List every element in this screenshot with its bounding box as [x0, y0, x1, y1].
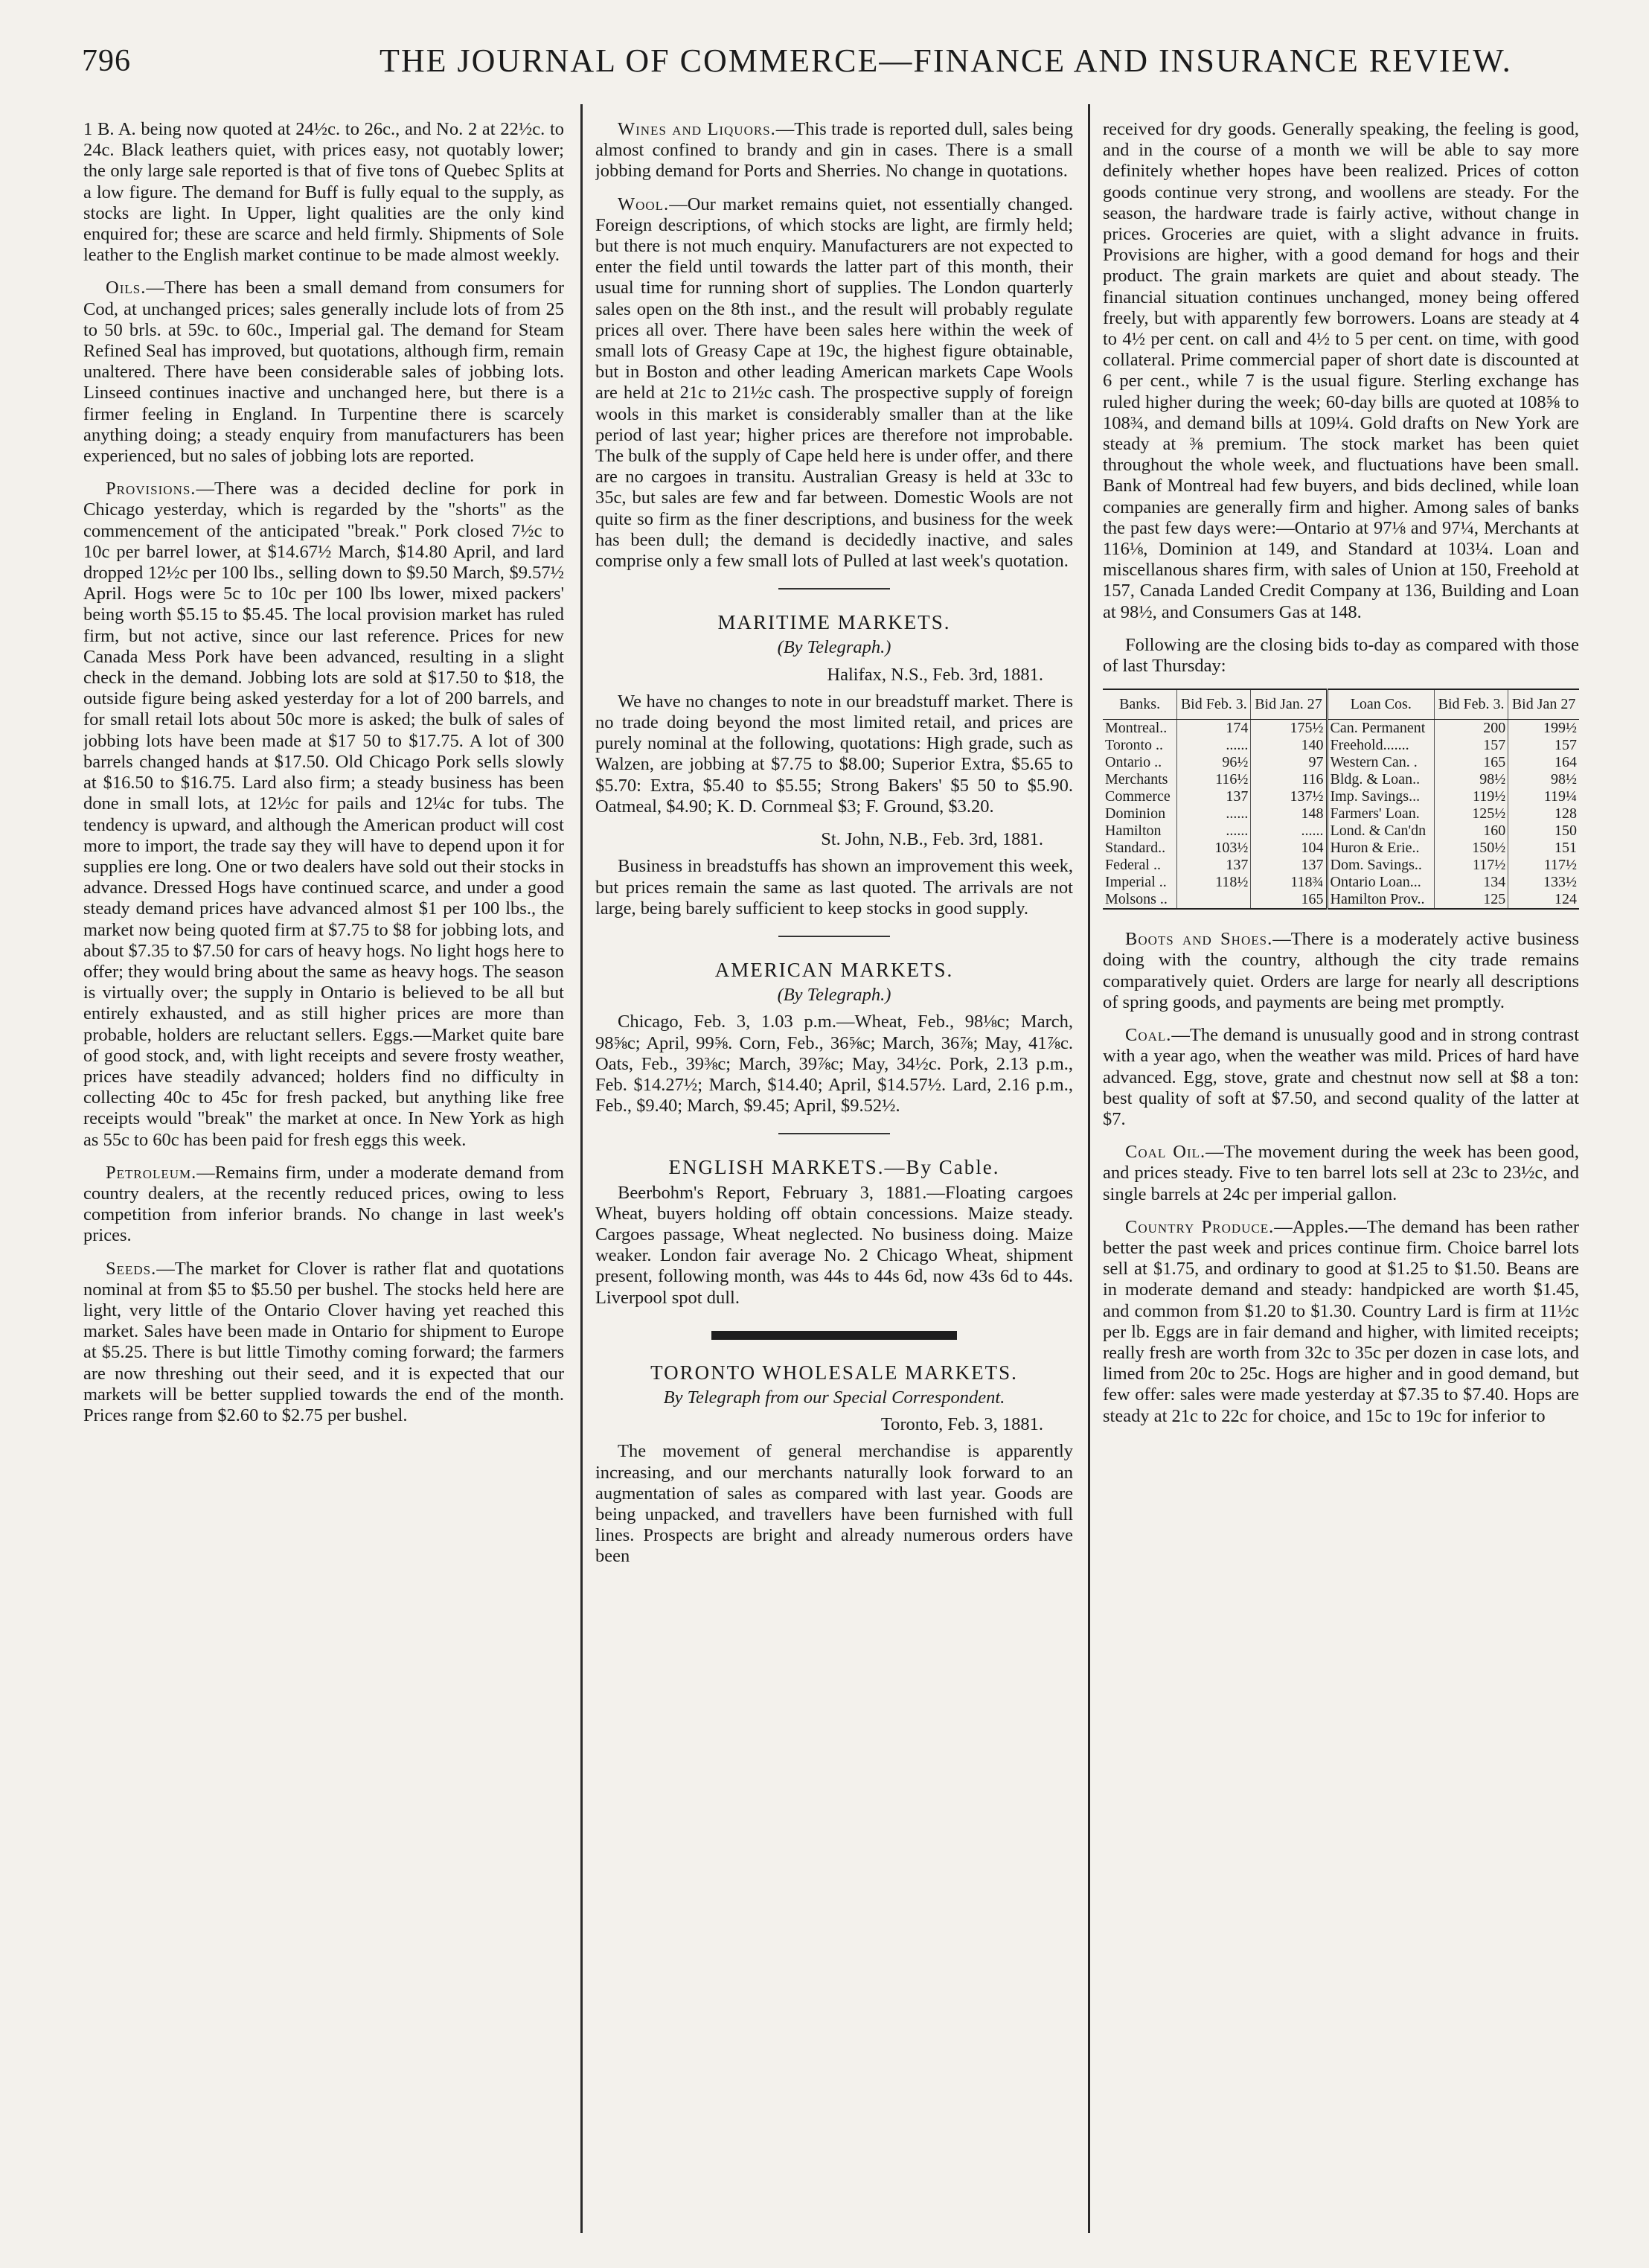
petroleum-lead: Petroleum.	[106, 1162, 197, 1183]
table-row	[1103, 754, 1579, 771]
table-cell: 174	[1177, 720, 1251, 738]
table-cell: 150	[1508, 822, 1579, 840]
table-cell: 125	[1434, 891, 1508, 909]
table-row	[1103, 891, 1579, 909]
table-header-row	[1103, 689, 1579, 720]
table-cell: 199½	[1508, 720, 1579, 738]
boots-paragraph	[1103, 929, 1579, 1013]
toronto-heading: TORONTO WHOLESALE MARKETS.	[650, 1361, 1018, 1384]
leather-paragraph: 1 B. A. being now quoted at 24½c. to 26c., and No. 2 at 22½c. to 24c. Black leathers quiet, with prices easy, not quotably lower; the only large sale reported is that of five tons of Quebec Splits at a low figure. The demand for Buff is fully equal to the supply, as stocks are light. In Upper, light qualities are the only kind enquired for; these are scarce and held firmly. Shipments of Sole leather to the English market continue to be made almost weekly.	[83, 119, 564, 266]
col-header: Banks.	[1103, 689, 1177, 720]
wines-lead: Wines and Liquors.	[618, 119, 776, 139]
coal-oil-text: —The movement during the week has been good, and prices steady. Five to ten barrel lots sell at 23c to 23½c, and single barrels at 24c per imperial gallon.	[1103, 1142, 1579, 1204]
table-cell: Farmers' Loan.	[1327, 805, 1434, 822]
coal-oil-lead: Coal Oil.	[1125, 1142, 1206, 1163]
table-cell: 175½	[1251, 720, 1327, 738]
table-cell: Standard..	[1105, 840, 1166, 857]
table-cell: 165	[1434, 754, 1508, 771]
table-cell: Dominion	[1105, 805, 1166, 822]
heavy-divider	[711, 1331, 957, 1340]
wool-paragraph	[595, 194, 1073, 572]
table-cell: Freehold.......	[1327, 737, 1434, 754]
table-row	[1103, 737, 1579, 754]
table-cell: 124	[1508, 891, 1579, 909]
coal-paragraph	[1103, 1025, 1579, 1130]
table-row	[1103, 720, 1579, 738]
col-header: Bid Feb. 3.	[1177, 689, 1251, 720]
table-cell: 151	[1508, 840, 1579, 857]
journal-title: THE JOURNAL OF COMMERCE—FINANCE AND INSURANCE REVIEW.	[380, 42, 1512, 79]
provisions-lead: Provisions.	[106, 479, 196, 499]
table-cell: 116	[1251, 771, 1327, 788]
country-produce-lead: Country Produce.	[1125, 1216, 1275, 1237]
table-cell: Molsons ..	[1105, 891, 1168, 908]
table-cell: 137	[1251, 857, 1327, 874]
table-cell: 116½	[1177, 771, 1251, 788]
country-produce-text: —Apples.—The demand has been rather better the past week and prices continue firm. Choice barrel lots sell at $1.75, and ordinary to good at $1.25 to $1.50. Beans are in moderate demand and steady: handpicked are worth $1.45, and common from $1.20 to $1.30. Country Lard is firm at 11½c per lb. Eggs are in fair demand and higher, with limited receipts; really fresh are worth from 32c to 35c per dozen in case lots, and limed from 20c to 25c. Hogs are higher and in good demand, but few offer: sales were made yesterday at $7.35 to $7.40. Hops are steady at 21c to 22c for choice, and 15c to 19c for inferior to	[1103, 1216, 1579, 1426]
table-cell: 140	[1251, 737, 1327, 754]
table-cell: 134	[1434, 874, 1508, 891]
column-rule	[1088, 104, 1090, 2233]
petroleum-text: —Remains firm, under a moderate demand from country dealers, at the recently reduced prices, owing to less competition from inferior brands. No change in last week's prices.	[83, 1162, 564, 1246]
table-cell: Dom. Savings..	[1327, 857, 1434, 874]
table-cell: Federal ..	[1105, 857, 1161, 874]
table-row	[1103, 805, 1579, 822]
table-cell: 164	[1508, 754, 1579, 771]
table-cell: ......	[1177, 805, 1251, 822]
table-cell: 117½	[1508, 857, 1579, 874]
english-paragraph: Beerbohm's Report, February 3, 1881.—Floating cargoes Wheat, buyers holding off obtain concessions. Maize steady. Cargoes passage, Wheat neglected. No business doing. Maize weaker. London fair average No. 2 Chicago Wheat, shipment present, following month, was 44s to 44s 6d, now 43s 6d to 44s. Liverpool spot dull.	[595, 1182, 1073, 1308]
maritime-subheading: (By Telegraph.)	[777, 637, 891, 658]
english-heading: ENGLISH MARKETS.—By Cable.	[668, 1156, 1000, 1179]
oils-paragraph	[83, 278, 564, 467]
provisions-text: —There was a decided decline for pork in Chicago yesterday, which is regarded by the "shorts" as the commencement of the anticipated "break." Pork closed 7½c to 10c per barrel lower, at $14.67½ March, $14.80 April, and lard dropped 12½c per 100 lbs., selling down to $9.50 March, $9.57½ April. Hogs were 5c to 10c per 100 lbs lower, mixed packers' being worth $5.15 to $5.45. The local provision market has ruled firm, but not active, since our last reference. Prices for new Canada Mess Pork have been advanced, resulting in a slight check in the demand. Jobbing lots are sold at $17.50 to $18, the outside figure being asked yesterday for a lot of 200 barrels, and for small retail lots about 50c more is asked; the bulk of sales of jobbing lots have been made at $17 50 to $17.75. A lot of 300 barrels changed hands at $17.50. Old Chicago Pork sells slowly at $16.50 to $16.75. Lard also firm; a steady business has been done in small lots, at 12½c for pails and 12¼c for tubs. The tendency is upward, and although the American product will cost more to import, the trade say they will have to depend upon it for supplies ere long. One or two dealers have sold out their stocks in advance. Dressed Hogs have continued scarce, and under a good steady demand prices have advanced almost $1 per 100 lbs., the market now being quoted firm at $7.75 to $8 for jobbing lots, and about $7.35 to $7.50 for cars of heavy hogs. No light hogs here to offer; they would bring about the same as heavy hogs. The season is virtually over; the supply in Ontario is believed to be all but entirely exhausted, and as still higher prices are more than probable, holders are reluctant sellers. Eggs.—Market quite bare of good stock, and, with light receipts and severe frosty weather, prices have steadily advanced; holders find no difficulty in collecting 40c to 45c for fresh packed, but anything like free receipts would "break" the market at once. In New York as high as 55c to 60c has been paid for fresh eggs this week.	[83, 479, 564, 1150]
col-header: Loan Cos.	[1327, 689, 1434, 720]
table-cell: 104	[1251, 840, 1327, 857]
table-row	[1103, 840, 1579, 857]
table-cell: 98½	[1434, 771, 1508, 788]
col-header: Bid Jan. 27	[1251, 689, 1327, 720]
page-number: 796	[82, 44, 131, 78]
table-cell: Merchants	[1105, 771, 1168, 788]
halifax-dateline: Halifax, N.S., Feb. 3rd, 1881.	[827, 664, 1043, 685]
table-cell: 133½	[1508, 874, 1579, 891]
table-cell: 157	[1508, 737, 1579, 754]
bids-table	[1103, 689, 1579, 910]
table-cell: 160	[1434, 822, 1508, 840]
table-cell: 137	[1177, 788, 1251, 805]
table-cell: Can. Permanent	[1327, 720, 1434, 738]
wool-text: —Our market remains quiet, not essentially changed. Foreign descriptions, of which stocks are light, are firmly held; but there is not much enquiry. Manufacturers are not expected to enter the field until towards the latter part of this month, their usual time for running short of supplies. The London quarterly sales open on the 8th inst., and the result will probably regulate prices all over. There have been sales here within the week of small lots of Greasy Cape at 19c, the highest figure obtainable, but in Boston and other leading American markets Cape Wools are held at 21c to 21½c cash. The prospective supply of foreign wools in this market is considerably smaller than at the like period of last year; higher prices are therefore not improbable. The bulk of the supply of Cape held here is under offer, and there are no cargoes in transitu. Australian Greasy is held at 33c to 35c, but sales are few and far between. Domestic Wools are not quite so firm as the finer descriptions, and business for the week has been dull; the demand is decidedly inactive, and sales comprise only a few small lots of Pulled at last week's quotation.	[595, 194, 1073, 572]
toronto-dateline: Toronto, Feb. 3, 1881.	[880, 1414, 1043, 1435]
table-row	[1103, 771, 1579, 788]
column-2	[595, 119, 1073, 2233]
seeds-text: —The market for Clover is rather flat and quotations nominal at from $5 to $5.50 per bushel. The stocks held here are light, very little of the Ontario Clover having yet reached this market. Sales have been made in Ontario for shipment to Europe at $5.25. There is but little Timothy coming forward; the farmers are now threshing out their seed, and it is expected that our markets will be better supplied towards the end of the month. Prices range from $2.60 to $2.75 per bushel.	[83, 1258, 564, 1425]
table-cell: 117½	[1434, 857, 1508, 874]
table-cell: 119½	[1434, 788, 1508, 805]
table-cell: ......	[1177, 737, 1251, 754]
column-1	[83, 119, 564, 2233]
table-cell	[1177, 891, 1251, 909]
table-cell: 98½	[1508, 771, 1579, 788]
section-divider	[778, 936, 890, 937]
column-rule	[580, 104, 583, 2233]
table-row	[1103, 874, 1579, 891]
wines-text: —This trade is reported dull, sales being almost confined to brandy and gin in cases. There is a small jobbing demand for Ports and Sherries. No change in quotations.	[595, 119, 1073, 182]
table-cell: 200	[1434, 720, 1508, 738]
bids-table-body	[1103, 720, 1579, 910]
table-cell: 118¾	[1251, 874, 1327, 891]
table-cell: Huron & Erie..	[1327, 840, 1434, 857]
provisions-paragraph	[83, 479, 564, 1151]
table-cell: Hamilton	[1105, 822, 1162, 840]
section-divider	[778, 588, 890, 590]
petroleum-paragraph	[83, 1163, 564, 1247]
coal-text: —The demand is unusually good and in strong contrast with a year ago, when the weather was mild. Prices of hard have advanced. Egg, stove, grate and chestnut now sell at $8 a ton: best quality of soft at $7.50, and second quality of the latter at $7.	[1103, 1025, 1579, 1129]
table-cell: ......	[1177, 822, 1251, 840]
table-cell: Bldg. & Loan..	[1327, 771, 1434, 788]
table-cell: Ontario Loan...	[1327, 874, 1434, 891]
table-cell: Hamilton Prov..	[1327, 891, 1434, 909]
american-heading: AMERICAN MARKETS.	[714, 958, 954, 981]
coal-oil-paragraph	[1103, 1142, 1579, 1205]
toronto-paragraph: The movement of general merchandise is apparently increasing, and our merchants naturally look forward to an augmentation of sales as compared with last year. Goods are being unpacked, and travellers have been furnished with full lines. Prospects are bright and already numerous orders have been	[595, 1441, 1073, 1567]
table-cell: Ontario ..	[1105, 754, 1162, 771]
toronto-subheading: By Telegraph from our Special Correspondent.	[663, 1387, 1005, 1408]
coal-lead: Coal.	[1125, 1025, 1172, 1046]
finance-paragraph: received for dry goods. Generally speaking, the feeling is good, and in the course of a month we will be able to say more definitely whether hopes have been realized. Prices of cotton goods continue very strong, and woollens are steady. For the season, the hardware trade is fairly active, without change in prices. Groceries are quiet, with a slight advance in fruits. Provisions are higher, with a good demand for hogs and their product. The grain markets are quiet and about steady. The financial situation continues unchanged, money being offered freely, but with apparently few borrowers. Loans are steady at 4 to 4½ per cent. on call and 4½ to 5 per cent. on time, with good collateral. Prime commercial paper of short date is discounted at 6 per cent., while 7 is the usual figure. Sterling exchange has ruled higher during the week; 60-day bills are quoted at 108⅝ to 108¾, and demand bills at 109¼. Gold drafts on New York are steady at ⅜ premium. The stock market has been quiet throughout the whole week, and fluctuations have been small. Bank of Montreal had few buyers, and bids declined, while loan companies are generally firm and higher. Among sales of banks the past few days were:—Ontario at 97⅛ and 97¼, Merchants at 116⅛, Dominion at 149, and Standard at 103¼. Loan and miscellanous shares firm, with sales of Union at 150, Freehold at 157, Canada Landed Credit Company at 136, Building and Loan at 98½, and Consumers Gas at 148.	[1103, 119, 1579, 622]
table-cell: Toronto ..	[1105, 737, 1164, 754]
table-row	[1103, 822, 1579, 840]
col-header: Bid Feb. 3.	[1434, 689, 1508, 720]
table-cell: Commerce	[1105, 788, 1171, 805]
table-cell: 128	[1508, 805, 1579, 822]
american-paragraph: Chicago, Feb. 3, 1.03 p.m.—Wheat, Feb., 98⅛c; March, 98⅝c; April, 99⅝. Corn, Feb., 36⅝c; March, 36⅞; May, 41⅞c. Oats, Feb., 39⅜c; March, 39⅞c; May, 34½c. Pork, 2.13 p.m., Feb. $14.27½; March, $14.40; April, $14.57½. Lard, 2.16 p.m., Feb., $9.40; March, $9.45; April, $9.52½.	[595, 1012, 1073, 1117]
table-cell: 119¼	[1508, 788, 1579, 805]
table-cell: 150½	[1434, 840, 1508, 857]
table-cell: 157	[1434, 737, 1508, 754]
table-cell: Imp. Savings...	[1327, 788, 1434, 805]
table-cell: 125½	[1434, 805, 1508, 822]
table-cell: Imperial ..	[1105, 874, 1167, 891]
col-header: Bid Jan 27	[1508, 689, 1579, 720]
table-cell: 97	[1251, 754, 1327, 771]
oils-text: —There has been a small demand from consumers for Cod, at unchanged prices; sales generally include lots of from 25 to 50 brls. at 59c. to 60c., Imperial gal. The demand for Steam Refined Seal has improved, but quotations, although firm, remain unaltered. There have been considerable sales of jobbing lots. Linseed continues inactive and unchanged here, but there is a firmer feeling in England. In Turpentine there is scarcely anything doing; a steady enquiry from manufacturers has been experienced, but no sales of jobbing lots are reported.	[83, 278, 564, 467]
country-produce-paragraph	[1103, 1217, 1579, 1427]
table-cell: Lond. & Can'dn	[1327, 822, 1434, 840]
table-row	[1103, 788, 1579, 805]
section-divider	[778, 1133, 890, 1134]
halifax-paragraph: We have no changes to note in our breadstuff market. There is no trade doing beyond the most limited retail, and prices are purely nominal at the following, quotations: High grade, such as Walzen, are jobbing at $7.75 to $8.00; Superior Extra, $5.65 to $5.70: Extra, $5.40 to $5.55; Strong Bakers' $5 50 to $5.90. Oatmeal, $4.90; K. D. Cornmeal $3; F. Ground, $3.20.	[595, 691, 1073, 817]
stjohn-paragraph: Business in breadstuffs has shown an improvement this week, but prices remain the same as last quoted. The arrivals are not large, being barely sufficient to keep stocks in good supply.	[595, 856, 1073, 919]
page-header	[67, 36, 1585, 88]
table-cell: Western Can. .	[1327, 754, 1434, 771]
table-cell: 148	[1251, 805, 1327, 822]
oils-lead: Oils.	[106, 278, 147, 298]
boots-text: —There is a moderately active business doing with the country, although the city trade remains comparatively quiet. Orders are large for nearly all descriptions of spring goods, and payments are being met promptly.	[1103, 929, 1579, 1012]
seeds-lead: Seeds.	[106, 1258, 157, 1279]
table-cell: 137	[1177, 857, 1251, 874]
table-cell: 137½	[1251, 788, 1327, 805]
wool-lead: Wool.	[618, 194, 670, 214]
table-cell: 118½	[1177, 874, 1251, 891]
seeds-paragraph	[83, 1259, 564, 1427]
wines-paragraph	[595, 119, 1073, 182]
table-row	[1103, 857, 1579, 874]
table-cell: 96½	[1177, 754, 1251, 771]
table-cell: ......	[1251, 822, 1327, 840]
table-cell: 165	[1251, 891, 1327, 909]
bids-intro: Following are the closing bids to-day as compared with those of last Thursday:	[1103, 634, 1579, 677]
table-cell: Montreal..	[1105, 720, 1168, 737]
boots-lead: Boots and Shoes.	[1125, 929, 1273, 950]
maritime-heading: MARITIME MARKETS.	[717, 611, 951, 634]
table-cell: 103½	[1177, 840, 1251, 857]
column-3	[1103, 119, 1579, 2233]
stjohn-dateline: St. John, N.B., Feb. 3rd, 1881.	[821, 829, 1043, 850]
american-subheading: (By Telegraph.)	[777, 985, 891, 1006]
